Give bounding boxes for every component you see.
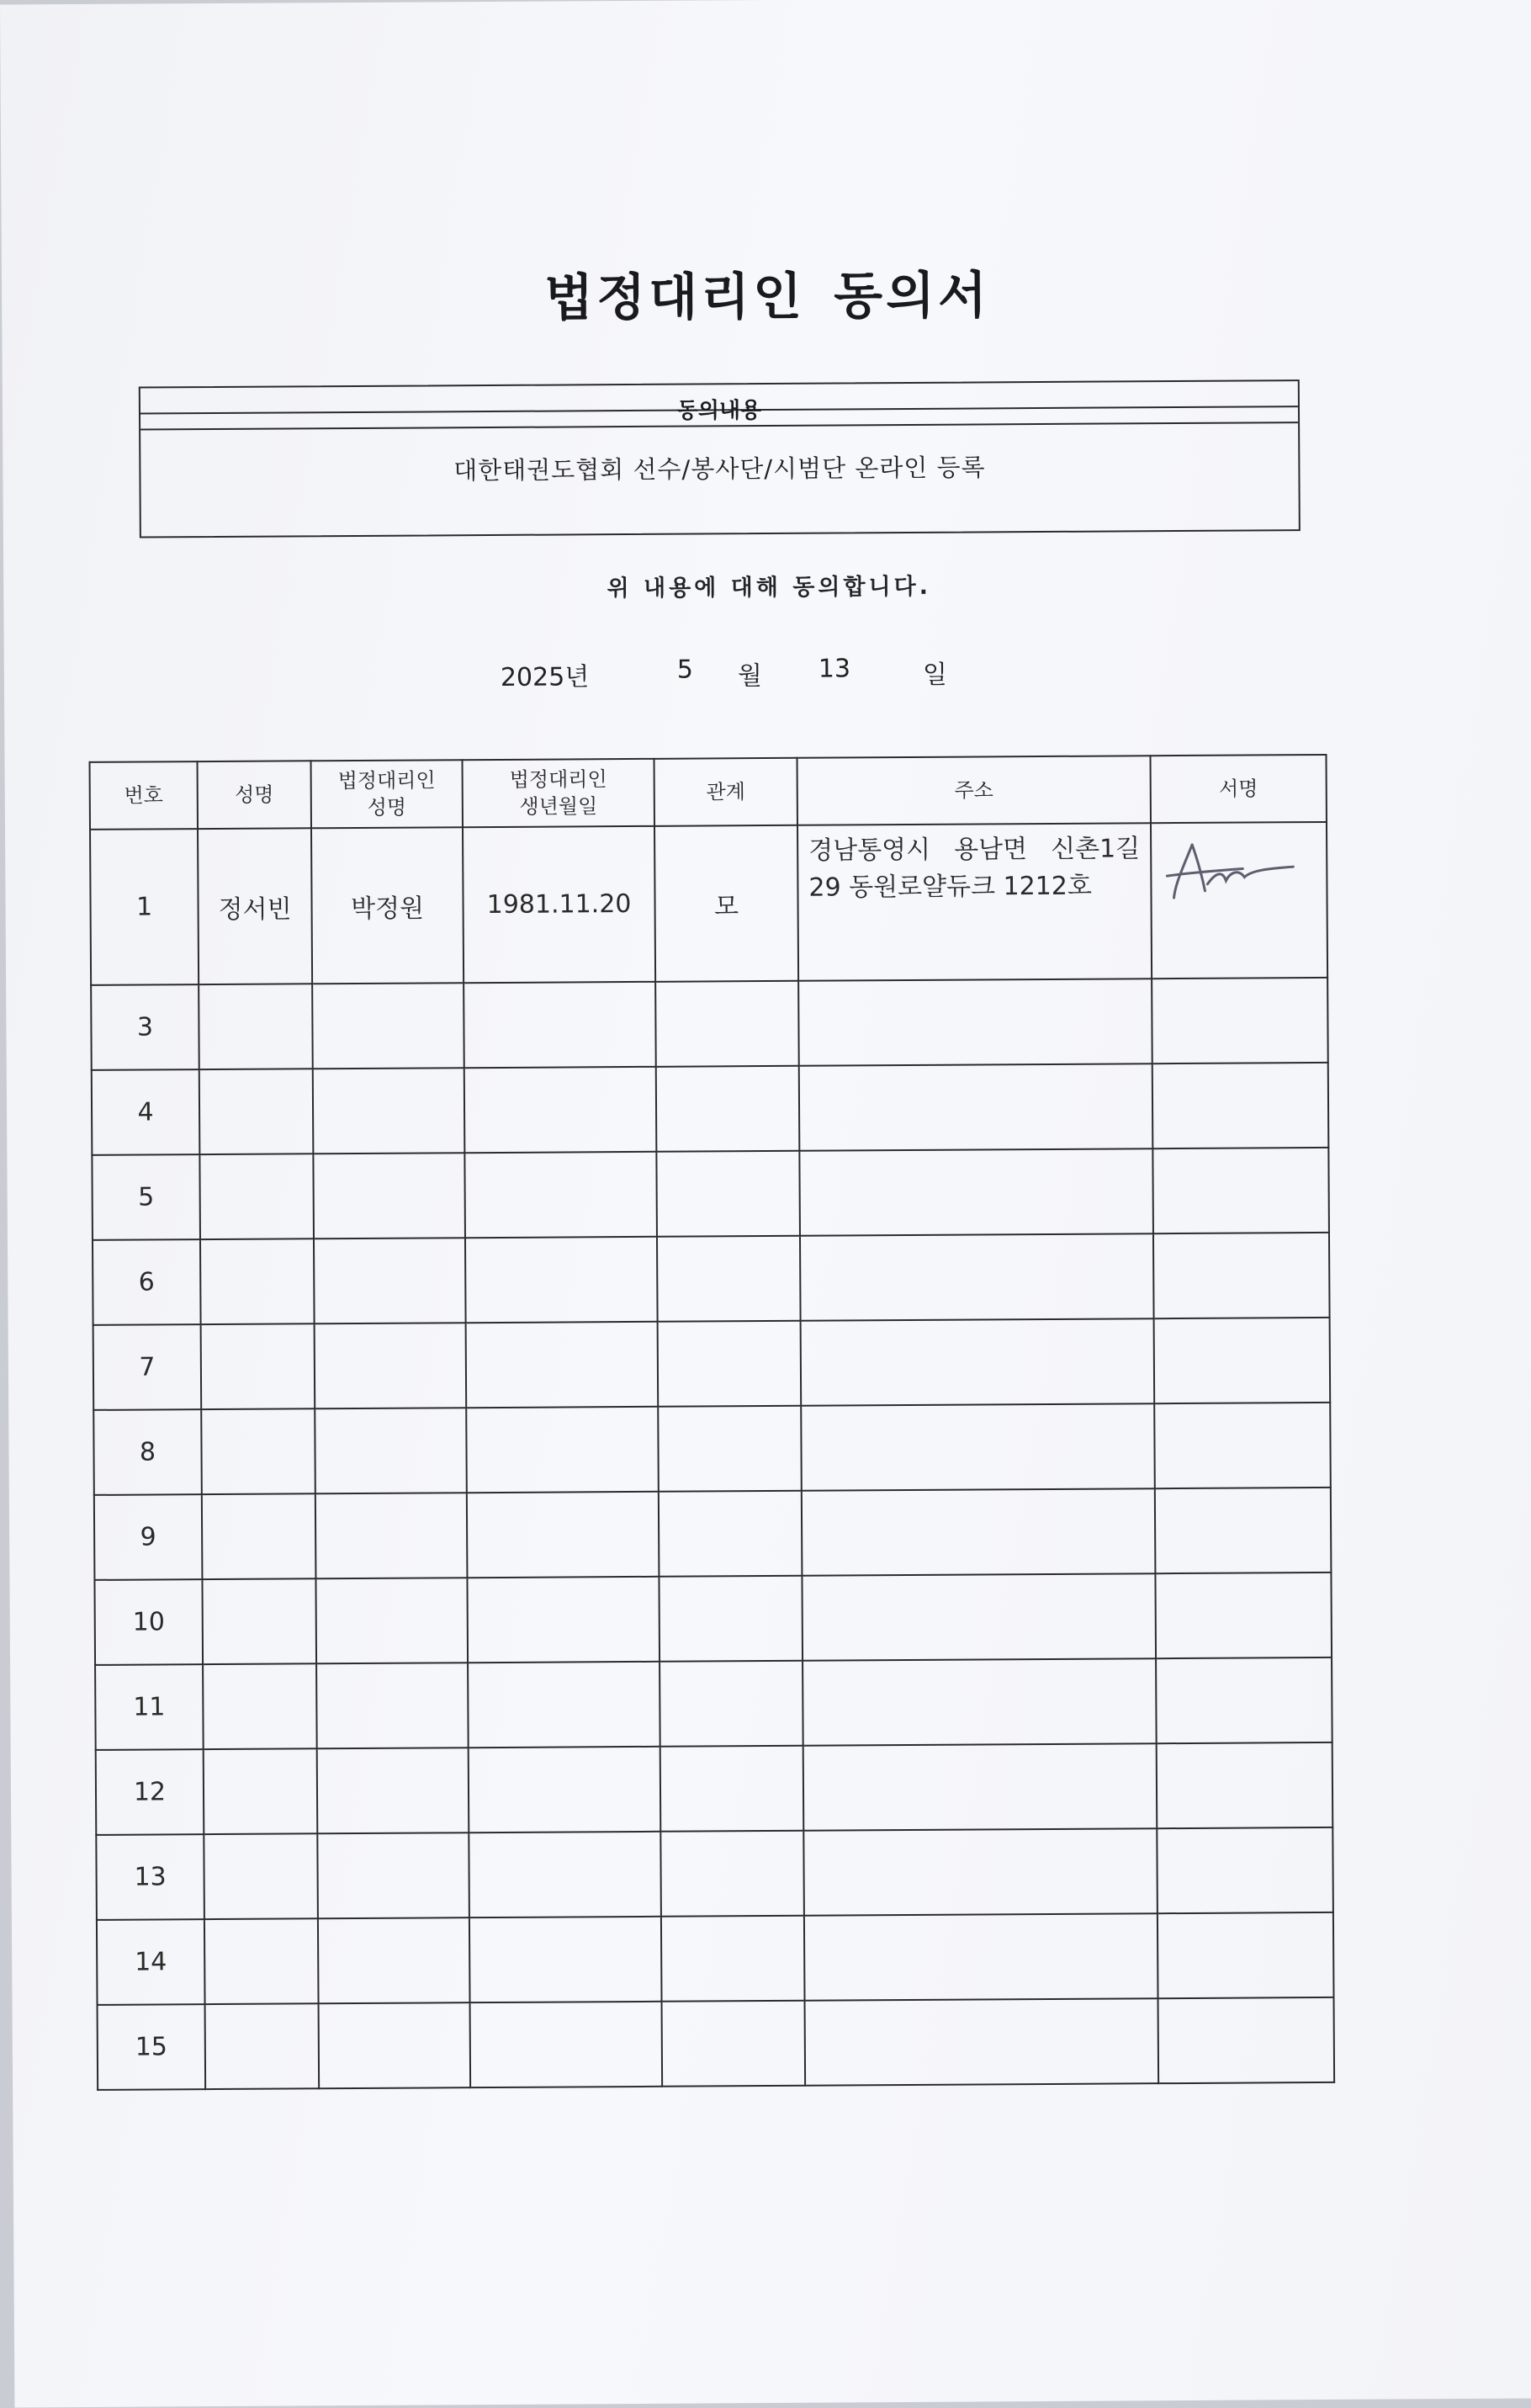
row-guardian-dob xyxy=(464,1152,657,1238)
row-guardian-name xyxy=(315,1323,467,1408)
handwritten-signature xyxy=(1158,831,1319,908)
document-title xyxy=(2,252,1531,333)
row-guardian-name xyxy=(316,1663,469,1748)
date-day-unit: 일 xyxy=(922,660,947,690)
row-guardian-dob xyxy=(467,1577,660,1663)
row-number: 15 xyxy=(98,2004,206,2090)
row-signature xyxy=(1158,1997,1335,2083)
date-month: 5 xyxy=(676,655,694,685)
row-relation: 모 xyxy=(654,825,798,982)
row-signature xyxy=(1157,1742,1333,1828)
row-guardian-dob xyxy=(466,1322,659,1408)
row-relation xyxy=(661,1916,805,2002)
row-address: 경남통영시 용남면 신촌1길 29 동원로얄듀크 1212호 xyxy=(797,823,1152,981)
header-signature: 서명 xyxy=(1150,755,1326,823)
table-row xyxy=(91,978,1328,1070)
row-guardian-dob: 1981.11.20 xyxy=(463,826,655,983)
row-guardian-name xyxy=(312,983,464,1069)
row-guardian-name xyxy=(318,1917,470,2003)
row-guardian-name: 박정원 xyxy=(311,827,464,984)
row-relation xyxy=(657,1236,801,1322)
table-header-row xyxy=(90,755,1327,830)
row-relation xyxy=(660,1661,803,1747)
row-address xyxy=(802,1573,1156,1661)
row-address xyxy=(799,1063,1153,1151)
row-signature xyxy=(1152,1063,1329,1148)
row-signature xyxy=(1152,978,1328,1063)
header-guardian-dob xyxy=(463,759,654,827)
row-number: 11 xyxy=(95,1664,204,1750)
header-guardian-dob-line2: 생년월일 xyxy=(519,794,598,819)
row-guardian-dob xyxy=(464,1067,657,1153)
row-name xyxy=(199,1154,314,1239)
table-row xyxy=(92,1063,1329,1155)
row-address xyxy=(804,1913,1158,2001)
date-year: 2025년 xyxy=(500,662,590,692)
guardian-table xyxy=(89,754,1336,2091)
header-relation: 관계 xyxy=(654,758,797,826)
table-row xyxy=(98,1997,1335,2090)
row-number: 14 xyxy=(97,1919,205,2005)
row-guardian-dob xyxy=(469,1917,662,2002)
row-address xyxy=(803,1828,1158,1916)
row-guardian-name xyxy=(315,1578,468,1663)
row-name xyxy=(201,1323,315,1409)
date-month-unit: 월 xyxy=(737,661,762,692)
row-relation xyxy=(662,2001,806,2087)
row-guardian-name xyxy=(313,1068,465,1154)
row-signature xyxy=(1155,1573,1332,1658)
row-signature xyxy=(1154,1403,1331,1488)
row-guardian-dob xyxy=(469,1747,661,1833)
row-guardian-dob xyxy=(468,1662,660,1748)
row-number: 8 xyxy=(93,1409,202,1495)
header-name: 성명 xyxy=(198,761,311,829)
row-address xyxy=(800,1233,1154,1321)
title-part2: 동의서 xyxy=(833,266,991,326)
row-guardian-dob xyxy=(470,2002,663,2087)
header-guardian-name xyxy=(311,760,463,828)
row-number: 1 xyxy=(90,829,199,985)
row-relation xyxy=(656,1151,800,1237)
row-number: 12 xyxy=(96,1749,204,1835)
row-number: 9 xyxy=(94,1494,203,1580)
row-guardian-name xyxy=(317,1748,469,1833)
title-part1: 법정대리인 xyxy=(544,267,806,328)
row-name xyxy=(205,2003,320,2089)
row-guardian-name xyxy=(315,1493,468,1578)
row-name xyxy=(199,984,313,1069)
row-relation xyxy=(660,1831,804,1917)
header-address: 주소 xyxy=(797,756,1151,825)
row-guardian-dob xyxy=(465,1237,658,1323)
row-signature xyxy=(1158,1912,1334,1998)
row-signature xyxy=(1153,1233,1330,1318)
row-guardian-name xyxy=(313,1153,465,1238)
table-row xyxy=(94,1488,1332,1580)
row-address xyxy=(802,1488,1156,1576)
table-row xyxy=(96,1827,1333,1920)
row-signature xyxy=(1154,1318,1331,1403)
row-name xyxy=(204,1918,319,2004)
row-relation xyxy=(658,1406,802,1492)
table-row xyxy=(95,1657,1332,1750)
row-guardian-dob xyxy=(466,1407,659,1493)
row-address xyxy=(799,1148,1153,1236)
row-name xyxy=(204,1833,318,1919)
row-name xyxy=(203,1663,317,1749)
row-guardian-name xyxy=(314,1238,466,1323)
row-number: 13 xyxy=(96,1834,204,1920)
row-name xyxy=(202,1493,316,1579)
row-address xyxy=(805,1998,1159,2086)
row-signature xyxy=(1152,1148,1329,1233)
row-guardian-name xyxy=(317,1833,469,1918)
table-row xyxy=(90,822,1327,985)
row-address xyxy=(798,979,1152,1066)
date-day: 13 xyxy=(818,654,851,684)
row-address xyxy=(803,1743,1158,1831)
row-number: 7 xyxy=(93,1324,202,1410)
header-guardian-name-line2: 성명 xyxy=(367,795,407,819)
table-row xyxy=(93,1233,1330,1325)
row-signature xyxy=(1157,1827,1333,1913)
table-row xyxy=(92,1148,1329,1240)
header-number: 번호 xyxy=(90,761,198,830)
row-relation xyxy=(659,1491,803,1577)
row-guardian-dob xyxy=(467,1492,660,1578)
row-guardian-dob xyxy=(469,1832,661,1917)
header-guardian-name-line1: 법정대리인 xyxy=(337,768,436,793)
row-name xyxy=(201,1408,315,1494)
row-guardian-name xyxy=(315,1408,467,1493)
row-signature xyxy=(1151,822,1327,979)
row-signature xyxy=(1156,1657,1332,1743)
table-row xyxy=(94,1573,1332,1665)
row-number: 10 xyxy=(94,1579,203,1665)
consent-box xyxy=(139,379,1301,538)
row-address xyxy=(803,1658,1157,1746)
header-guardian-dob-line1: 법정대리인 xyxy=(509,767,607,792)
row-number: 3 xyxy=(91,984,199,1070)
row-address xyxy=(801,1403,1155,1491)
row-name xyxy=(204,1748,318,1834)
row-name xyxy=(200,1238,315,1324)
row-name: 정서빈 xyxy=(198,828,312,984)
row-relation xyxy=(655,981,799,1067)
row-relation xyxy=(660,1746,804,1832)
table-row xyxy=(93,1403,1331,1495)
consent-heading: 동의내용 xyxy=(140,381,1298,430)
table-row xyxy=(96,1742,1333,1835)
row-guardian-dob xyxy=(464,982,656,1068)
consent-text: 대한태권도협회 선수/봉사단/시범단 온라인 등록 xyxy=(453,453,986,485)
agreement-statement: 위 내용에 대해 동의합니다. xyxy=(607,573,932,602)
row-relation xyxy=(658,1321,802,1407)
row-number: 5 xyxy=(92,1154,200,1240)
row-signature xyxy=(1155,1488,1332,1573)
row-name xyxy=(199,1069,314,1154)
row-relation xyxy=(659,1576,803,1662)
row-name xyxy=(202,1578,316,1664)
table-row xyxy=(93,1318,1331,1410)
table-row xyxy=(97,1912,1334,2005)
row-address xyxy=(801,1318,1155,1406)
row-number: 6 xyxy=(93,1239,201,1325)
row-relation xyxy=(656,1066,800,1152)
row-guardian-name xyxy=(319,2002,471,2088)
row-number: 4 xyxy=(92,1069,200,1155)
